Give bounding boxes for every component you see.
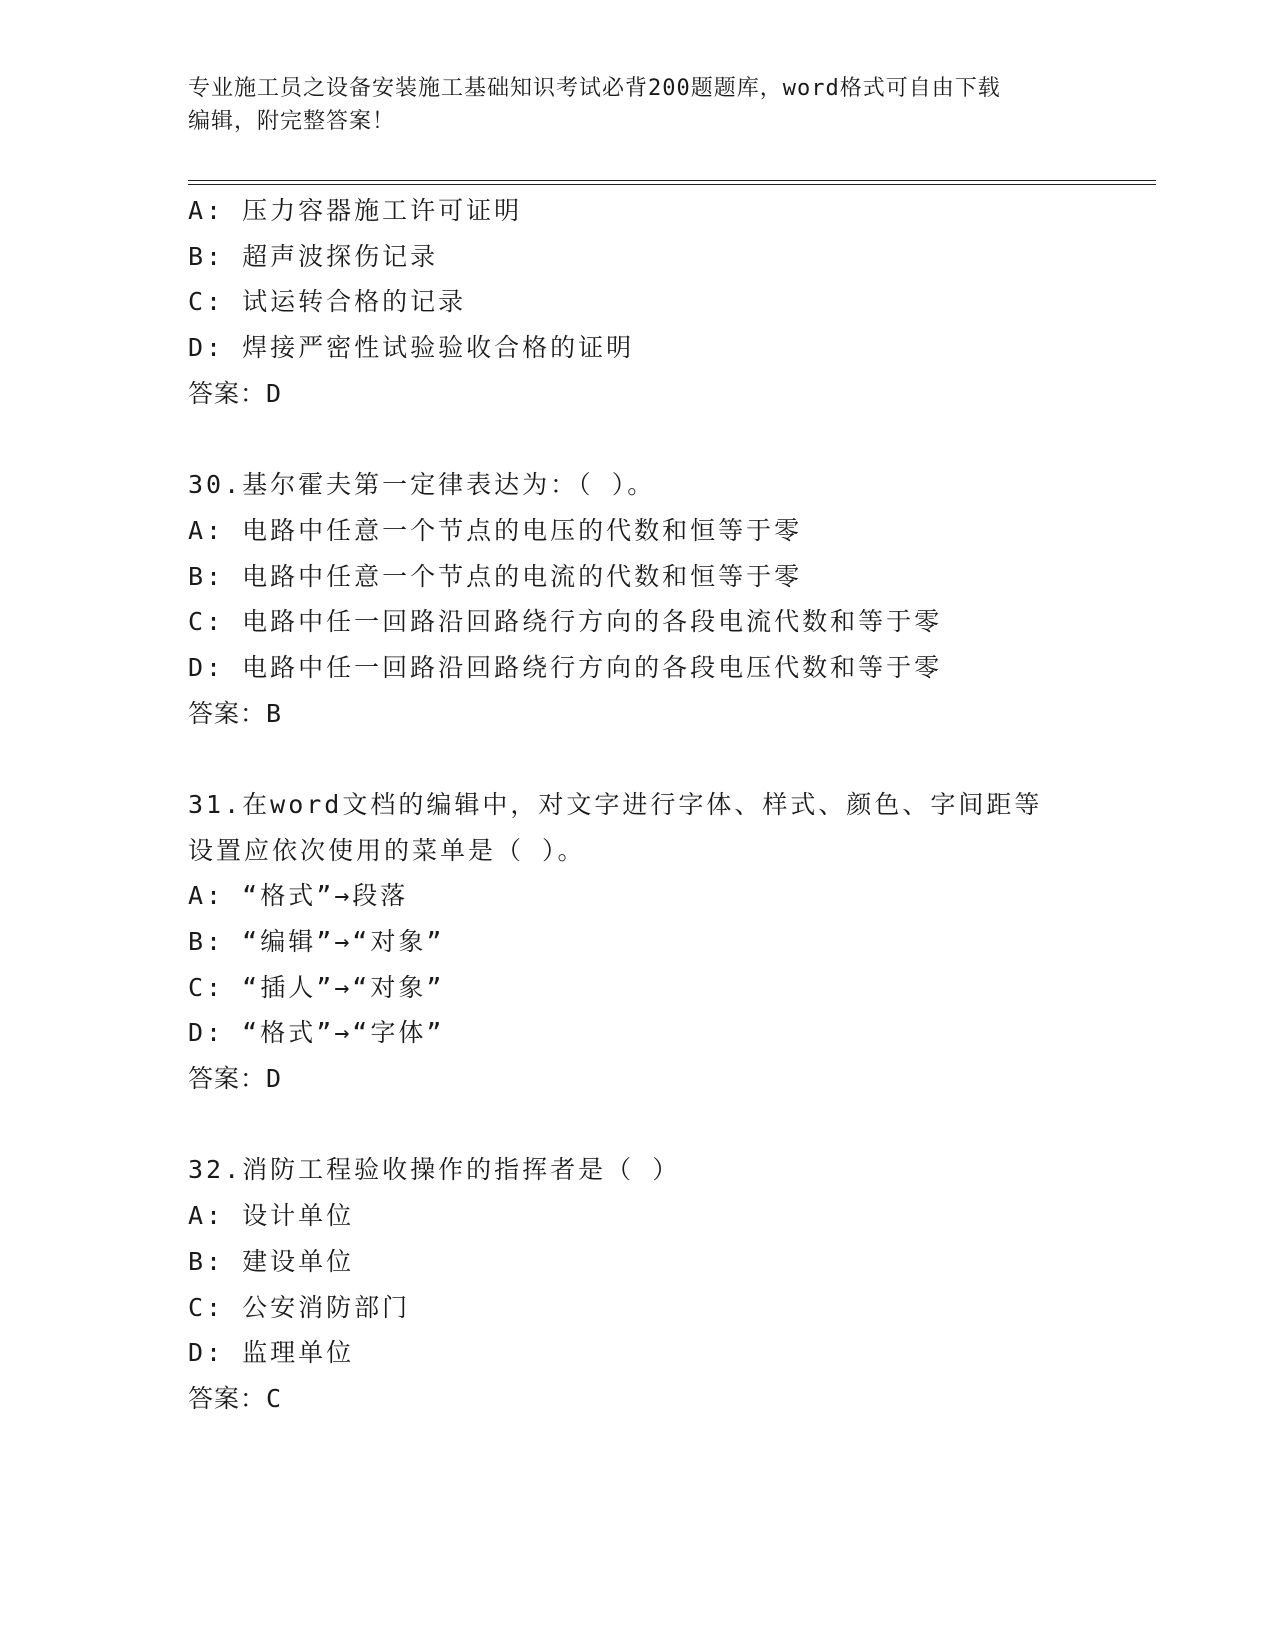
spacer (188, 736, 1088, 782)
option-a: A: “格式”→段落 (188, 881, 409, 911)
answer-line (188, 1056, 1088, 1102)
question-block-32 (188, 1147, 1088, 1421)
answer-line (188, 371, 1088, 417)
option-c: C: 电路中任一回路沿回路绕行方向的各段电流代数和等于零 (188, 607, 943, 637)
question-block-30 (188, 462, 1088, 736)
option-d: D: 电路中任一回路沿回路绕行方向的各段电压代数和等于零 (188, 652, 943, 682)
question-stem: 30.基尔霍夫第一定律表达为：（ ）。 (188, 470, 656, 500)
question-stem-continued: 设置应依次使用的菜单是（ ）。 (188, 835, 586, 865)
question-list (188, 188, 1088, 1422)
answer-value: D (266, 1064, 283, 1094)
option-d: D: 监理单位 (188, 1338, 355, 1368)
option-a: A: 电路中任意一个节点的电压的代数和恒等于零 (188, 515, 803, 545)
answer-label: 答案： (188, 698, 267, 728)
header-divider-top (188, 180, 1156, 181)
question-block-31 (188, 782, 1088, 1102)
spacer (188, 416, 1088, 462)
answer-value: B (266, 698, 283, 728)
option-d: D: “格式”→“字体” (188, 1018, 445, 1048)
answer-value: D (266, 378, 283, 408)
option-d: D: 焊接严密性试验验收合格的证明 (188, 333, 635, 363)
question-block-29 (188, 188, 1088, 416)
header-title-line-1: 专业施工员之设备安装施工基础知识考试必背200题题库，word格式可自由下载 (188, 76, 1001, 101)
option-b: B: 电路中任意一个节点的电流的代数和恒等于零 (188, 561, 803, 591)
answer-line (188, 1376, 1088, 1422)
option-a: A: 设计单位 (188, 1201, 355, 1231)
option-c: C: “插人”→“对象” (188, 972, 445, 1002)
answer-line (188, 691, 1088, 737)
option-b: B: 超声波探伤记录 (188, 241, 439, 271)
header-title-line-2: 编辑，附完整答案！ (188, 109, 396, 134)
answer-label: 答案： (188, 1064, 267, 1094)
option-b: B: 建设单位 (188, 1246, 355, 1276)
header-divider-bottom (188, 184, 1156, 185)
question-stem: 31.在word文档的编辑中，对文字进行字体、样式、颜色、字间距等 (188, 789, 1043, 819)
option-c: C: 公安消防部门 (188, 1292, 411, 1322)
spacer (188, 1102, 1088, 1148)
option-a: A: 压力容器施工许可证明 (188, 196, 523, 225)
question-stem: 32.消防工程验收操作的指挥者是（ ） (188, 1155, 681, 1185)
answer-label: 答案： (188, 1383, 267, 1413)
answer-value: C (266, 1383, 283, 1413)
option-c: C: 试运转合格的记录 (188, 287, 467, 317)
document-header (188, 72, 1068, 138)
option-b: B: “编辑”→“对象” (188, 927, 445, 956)
answer-label: 答案： (188, 378, 267, 408)
